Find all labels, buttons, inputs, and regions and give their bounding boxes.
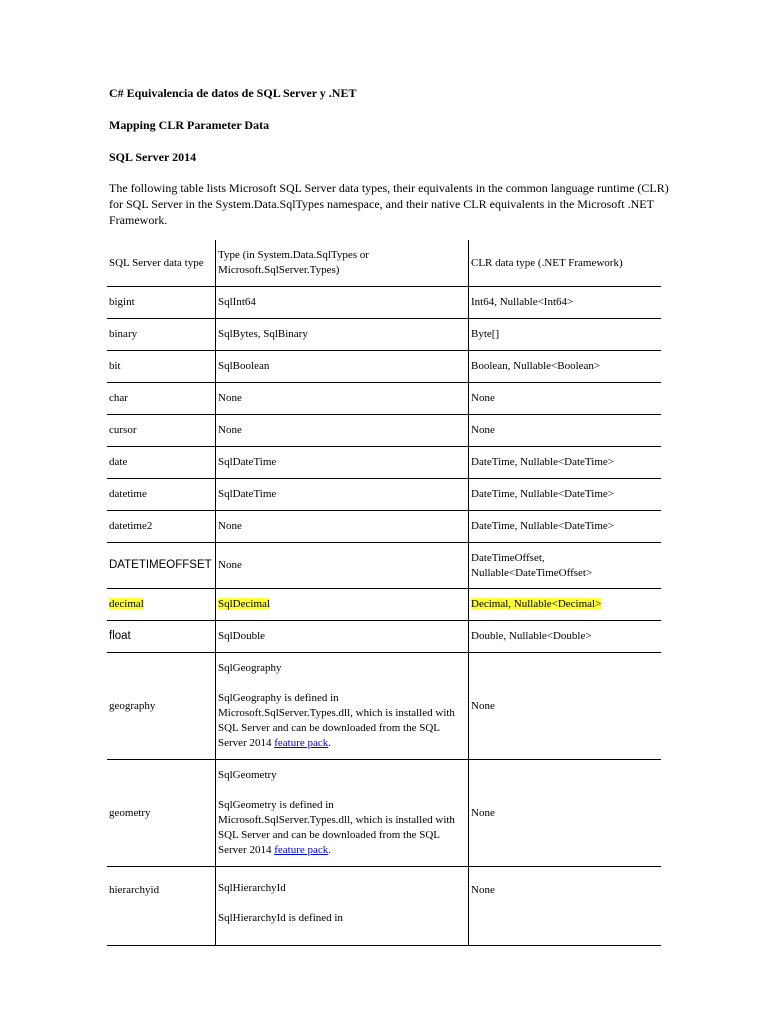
page-title: C# Equivalencia de datos de SQL Server y .NET: [109, 86, 357, 100]
type-note: SqlGeometry is defined in Microsoft.SqlServer.Types.dll, which is installed with SQL Server and can be downloaded from the SQL Server 2014: [218, 799, 455, 856]
cell-sqltypes-type: SqlGeometry SqlGeometry is defined in Microsoft.SqlServer.Types.dll, which is installed with SQL Server and can be downloaded from the SQL Server 2014 feature pack.: [216, 760, 469, 867]
table-row: [107, 543, 661, 589]
cell-clr-type: DateTime, Nullable<DateTime>: [469, 447, 662, 479]
table-row: [107, 867, 661, 946]
cell-clr-type: Int64, Nullable<Int64>: [469, 287, 662, 319]
cell-clr-type: Double, Nullable<Double>: [469, 621, 662, 653]
intro-paragraph: The following table lists Microsoft SQL Server data types, their equivalents in the common language runtime (CLR) for SQL Server in the System.Data.SqlTypes namespace, and their native CLR equivalents in the Microsoft .NET Framework.: [109, 181, 669, 227]
type-note: SqlHierarchyId is defined in: [218, 912, 343, 924]
highlighted-text: Decimal, Nullable<Decimal>: [471, 598, 602, 610]
table-row: [107, 621, 661, 653]
cell-clr-type: None: [469, 415, 662, 447]
table-row: [107, 653, 661, 760]
cell-clr-type: DateTime, Nullable<DateTime>: [469, 511, 662, 543]
cell-sql-type: datetime: [107, 479, 216, 511]
cell-sqltypes-type: SqlBytes, SqlBinary: [216, 319, 469, 351]
cell-clr-type: [469, 589, 662, 621]
cell-sqltypes-type: SqlGeography SqlGeography is defined in Microsoft.SqlServer.Types.dll, which is installed with SQL Server and can be downloaded from the SQL Server 2014 feature pack.: [216, 653, 469, 760]
cell-sql-type: hierarchyid: [107, 867, 216, 946]
table-row: [107, 415, 661, 447]
cell-sql-type: bigint: [107, 287, 216, 319]
table-row: [107, 319, 661, 351]
header-sqltypes-type: Type (in System.Data.SqlTypes or Microsoft.SqlServer.Types): [216, 240, 469, 287]
highlighted-text: decimal: [109, 598, 144, 610]
cell-clr-type: None: [469, 653, 662, 760]
cell-sqltypes-type: SqlDateTime: [216, 479, 469, 511]
table-row: [107, 447, 661, 479]
cell-sqltypes-type: SqlDouble: [216, 621, 469, 653]
table-row: [107, 511, 661, 543]
cell-sqltypes-type: None: [216, 511, 469, 543]
cell-sql-type: geography: [107, 653, 216, 760]
cell-sql-type: binary: [107, 319, 216, 351]
cell-sqltypes-type: None: [216, 415, 469, 447]
cell-clr-type: None: [469, 760, 662, 867]
cell-clr-type: Boolean, Nullable<Boolean>: [469, 351, 662, 383]
table-row: [107, 760, 661, 867]
type-name: SqlGeometry: [218, 769, 277, 781]
table-header-row: [107, 240, 661, 287]
cell-clr-type: Byte[]: [469, 319, 662, 351]
cell-clr-type: None: [469, 867, 662, 946]
cell-sql-type: date: [107, 447, 216, 479]
cell-sql-type: DATETIMEOFFSET: [107, 543, 216, 589]
type-name: SqlHierarchyId: [218, 882, 286, 894]
cell-sql-type: char: [107, 383, 216, 415]
cell-sqltypes-type: [216, 867, 469, 946]
table-row: [107, 287, 661, 319]
cell-sqltypes-type: None: [216, 543, 469, 589]
version-heading: SQL Server 2014: [109, 150, 197, 164]
feature-pack-link[interactable]: feature pack: [274, 844, 329, 856]
highlighted-text: SqlDecimal: [218, 598, 270, 610]
type-mapping-table: [107, 240, 661, 946]
feature-pack-link[interactable]: feature pack: [274, 737, 329, 749]
cell-clr-type: DateTime, Nullable<DateTime>: [469, 479, 662, 511]
cell-sqltypes-type: SqlDateTime: [216, 447, 469, 479]
cell-sqltypes-type: None: [216, 383, 469, 415]
type-name: SqlGeography: [218, 662, 282, 674]
cell-clr-type: None: [469, 383, 662, 415]
table-row: [107, 383, 661, 415]
table-row: [107, 479, 661, 511]
table-row-highlighted: [107, 589, 661, 621]
cell-sql-type: cursor: [107, 415, 216, 447]
table-row: [107, 351, 661, 383]
cell-sql-type: [107, 589, 216, 621]
cell-sqltypes-type: [216, 589, 469, 621]
cell-sql-type: geometry: [107, 760, 216, 867]
header-clr-type: CLR data type (.NET Framework): [469, 240, 662, 287]
section-heading: Mapping CLR Parameter Data: [109, 118, 270, 132]
header-sql-type: SQL Server data type: [107, 240, 216, 287]
cell-clr-type: DateTimeOffset, Nullable<DateTimeOffset>: [469, 543, 662, 589]
cell-sqltypes-type: SqlBoolean: [216, 351, 469, 383]
cell-sql-type: bit: [107, 351, 216, 383]
cell-sql-type: float: [107, 621, 216, 653]
cell-sql-type: datetime2: [107, 511, 216, 543]
type-note: SqlGeography is defined in Microsoft.SqlServer.Types.dll, which is installed with SQL Server and can be downloaded from the SQL Server 2014: [218, 692, 455, 749]
cell-sqltypes-type: SqlInt64: [216, 287, 469, 319]
